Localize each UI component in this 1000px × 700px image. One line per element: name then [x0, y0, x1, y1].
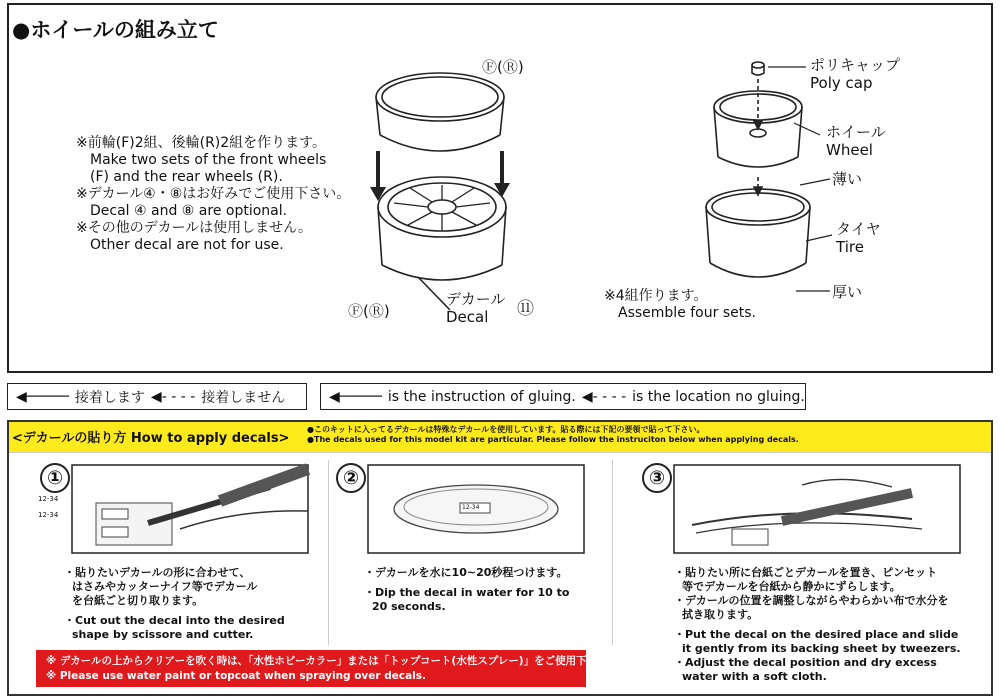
label-front-rear-top: Ⓕ(Ⓡ) — [482, 58, 524, 76]
wheel-label-jp: ホイール — [826, 123, 886, 141]
decal-title: <デカールの貼り方 How to apply decals> — [12, 431, 290, 446]
step-text-line: ・デカールの位置を調整しながらやわらかい布で水分を — [674, 594, 949, 607]
step-text-line: ・貼りたいデカールの形に合わせて、 — [64, 566, 251, 579]
wheel-callout — [826, 123, 886, 159]
step-text-line: ・貼りたい所に台紙ごとデカールを置き、ピンセット — [674, 566, 938, 579]
glue-label: 接着します — [74, 389, 145, 406]
glue-legend-en — [320, 383, 806, 410]
glue-label-en: is the instruction of gluing. — [387, 388, 576, 405]
step-text-line: water with a soft cloth. — [682, 670, 827, 683]
decal-label-en: Decal — [446, 308, 489, 326]
thick-label: 厚い — [832, 283, 863, 301]
decal-number: ⑪ — [517, 299, 534, 319]
thin-label: 薄い — [832, 170, 863, 188]
note-line: ※その他のデカールは使用しません。 — [76, 220, 313, 236]
tire-label-en: Tire — [836, 238, 864, 256]
step-text-line: 20 seconds. — [372, 600, 446, 613]
step-text-line: ・Put the decal on the desired place and slide — [674, 628, 959, 641]
step-text-line: ・Dip the decal in water for 10 to — [364, 586, 570, 599]
step-text-line: はさみやカッターナイフ等でデカール — [72, 580, 258, 593]
decal-header-notes — [307, 424, 799, 444]
glue-legend-jp — [7, 383, 307, 410]
step-1-decal-codes — [34, 495, 58, 519]
warning-jp: ※ デカールの上からクリアーを吹く時は、「水性ホビーカラー」または「トップコート(水性スプレー)」をご使用下さい。 — [46, 655, 619, 667]
tire-label-jp: タイヤ — [836, 220, 881, 238]
dashed-arrow-icon: ◀- - - - — [150, 388, 196, 405]
note-line: Make two sets of the front wheels — [90, 152, 327, 168]
step-2-decal-code: 12-34 — [462, 504, 480, 511]
assembly-title: ●ホイールの組み立て — [12, 18, 219, 42]
sets-note — [604, 288, 756, 322]
decal-note-en: ●The decals used for this model kit are particular. Please follow the instruciton below when applying decals. — [307, 435, 799, 444]
step-2-number: ② — [336, 463, 366, 493]
noglue-label: 接着しません — [201, 389, 286, 406]
warning-en: ※ Please use water paint or topcoat when spraying over decals. — [46, 670, 427, 682]
note-line: ※前輪(F)2組、後輪(R)2組を作ります。 — [76, 135, 327, 151]
step-text-line: it gently from its backing sheet by tweezers. — [682, 642, 961, 655]
solid-arrow-icon: ◀───── — [329, 388, 382, 405]
label-front-rear-bottom: Ⓕ(Ⓡ) — [348, 302, 390, 320]
note-line: Decal ④ and ⑧ are optional. — [90, 203, 288, 219]
step-text-line: ・Adjust the decal position and dry excess — [674, 656, 937, 669]
decal-callout — [446, 290, 505, 326]
step-text-line: 等でデカールを台紙から静かにずらします。 — [682, 580, 901, 593]
sets-note-jp: ※4組作ります。 — [604, 288, 708, 304]
step-text-line: を台紙ごと切り取ります。 — [72, 594, 204, 607]
step-text-line: 拭き取ります。 — [682, 608, 759, 621]
solid-arrow-icon: ◀───── — [16, 388, 69, 405]
step-1-text — [64, 566, 285, 642]
sets-note-en: Assemble four sets. — [618, 305, 756, 321]
polycap-label-en: Poly cap — [810, 74, 873, 92]
decal-code: 12-34 — [38, 511, 59, 519]
step-2-text — [364, 566, 569, 614]
step-3-illustration — [672, 463, 962, 555]
warning-box — [36, 650, 619, 687]
dashed-arrow-icon: ◀- - - - — [581, 388, 627, 405]
step-text-line: shape by scissore and cutter. — [72, 628, 254, 641]
decal-label-jp: デカール — [446, 290, 506, 308]
leader-lines — [760, 55, 840, 305]
step-1-illustration — [70, 463, 310, 555]
note-line: Other decal are not for use. — [90, 237, 284, 253]
decal-note-jp: ●このキットに入ってるデカールは特殊なデカールを使用しています。貼る際には下記の要領で貼って下さい。 — [307, 425, 705, 434]
tire-callout — [836, 220, 881, 256]
step-text-line: ・Cut out the decal into the desired — [64, 614, 285, 627]
decal-code: 12-34 — [38, 495, 59, 503]
polycap-label-jp: ポリキャップ — [810, 56, 901, 74]
polycap-callout — [810, 56, 900, 92]
note-line: (F) and the rear wheels (R). — [90, 169, 283, 185]
step-1-number: ① — [40, 463, 70, 493]
assembly-notes — [76, 135, 350, 254]
step-3-text — [674, 566, 961, 684]
step-text-line: ・デカールを水に10~20秒程つけます。 — [364, 566, 568, 579]
step-3-number: ③ — [642, 463, 672, 493]
noglue-label-en: is the location no gluing. — [632, 388, 805, 405]
wheel-label-en: Wheel — [826, 141, 873, 159]
note-line: ※デカール④・⑧はお好みでご使用下さい。 — [76, 186, 351, 202]
step-divider — [328, 460, 329, 645]
step-divider — [612, 460, 613, 645]
header-divider — [9, 452, 991, 453]
